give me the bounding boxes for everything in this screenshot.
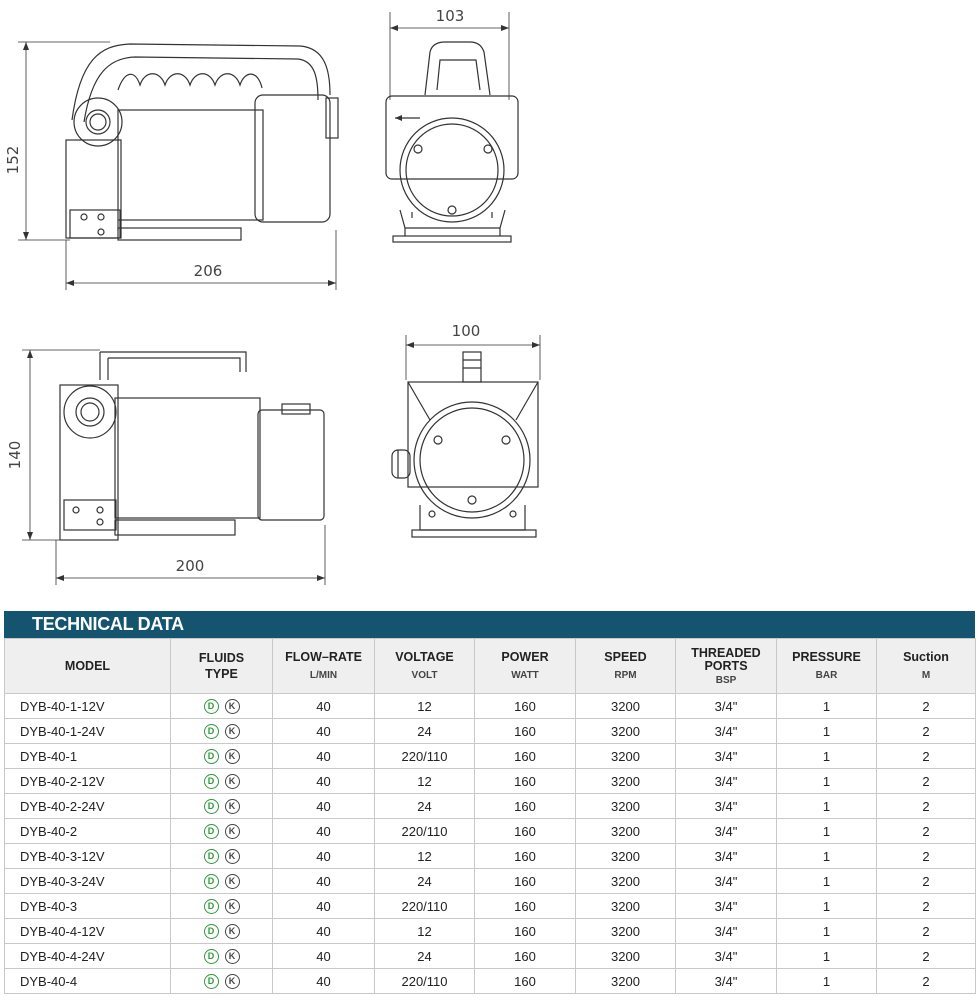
cell-power: 160	[475, 744, 576, 769]
cell-voltage: 220/110	[375, 744, 475, 769]
dim-103: 103	[435, 7, 465, 25]
cell-power: 160	[475, 719, 576, 744]
cell-flow-rate: 40	[273, 769, 375, 794]
column-header-unit: L/MIN	[309, 670, 338, 681]
column-header-label: SPEED	[604, 650, 647, 664]
cell-fluids-type	[171, 819, 273, 844]
cell-suction: 2	[877, 769, 976, 794]
cell-model: DYB-40-2-12V	[5, 769, 171, 794]
cell-flow-rate: 40	[273, 719, 375, 744]
cell-speed: 3200	[576, 794, 676, 819]
table-row	[5, 819, 976, 844]
column-header-label: FLUIDS TYPE	[198, 651, 245, 681]
technical-data-table	[4, 638, 976, 994]
kerosene-icon: K	[225, 724, 240, 739]
dim-100: 100	[451, 322, 481, 340]
column-header-unit: BSP	[715, 674, 737, 686]
cell-flow-rate: 40	[273, 844, 375, 869]
cell-model: DYB-40-2	[5, 819, 171, 844]
diesel-icon: D	[204, 974, 219, 989]
kerosene-icon: K	[225, 949, 240, 964]
cell-pressure: 1	[777, 919, 877, 944]
diesel-icon: D	[204, 849, 219, 864]
cell-voltage: 24	[375, 794, 475, 819]
cell-pressure: 1	[777, 819, 877, 844]
column-header-unit: WATT	[511, 670, 539, 681]
diesel-icon: D	[204, 699, 219, 714]
technical-data-banner	[4, 611, 975, 638]
column-header-label: POWER	[501, 650, 549, 664]
table-row	[5, 794, 976, 819]
dim-140: 140	[6, 440, 24, 470]
cell-model: DYB-40-3-24V	[5, 869, 171, 894]
cell-fluids-type	[171, 794, 273, 819]
cell-pressure: 1	[777, 744, 877, 769]
cell-fluids-type	[171, 694, 273, 719]
diesel-icon: D	[204, 749, 219, 764]
cell-model: DYB-40-3-12V	[5, 844, 171, 869]
cell-suction: 2	[877, 794, 976, 819]
kerosene-icon: K	[225, 799, 240, 814]
table-row	[5, 744, 976, 769]
table-row	[5, 869, 976, 894]
diesel-icon: D	[204, 874, 219, 889]
cell-suction: 2	[877, 969, 976, 994]
cell-threaded-ports: 3/4"	[676, 719, 777, 744]
cell-power: 160	[475, 819, 576, 844]
cell-power: 160	[475, 919, 576, 944]
cell-threaded-ports: 3/4"	[676, 869, 777, 894]
cell-speed: 3200	[576, 919, 676, 944]
diesel-icon: D	[204, 899, 219, 914]
column-header-label: FLOW–RATE	[285, 650, 362, 664]
cell-fluids-type	[171, 944, 273, 969]
column-header-unit: M	[921, 670, 931, 681]
column-header-label: THREADED PORTS	[691, 645, 761, 673]
kerosene-icon: K	[225, 899, 240, 914]
cell-flow-rate: 40	[273, 894, 375, 919]
drawing-side-view-top	[18, 42, 338, 290]
cell-model: DYB-40-4-24V	[5, 944, 171, 969]
cell-suction: 2	[877, 819, 976, 844]
kerosene-icon: K	[225, 774, 240, 789]
cell-threaded-ports: 3/4"	[676, 769, 777, 794]
cell-voltage: 220/110	[375, 894, 475, 919]
cell-flow-rate: 40	[273, 819, 375, 844]
column-header	[5, 639, 171, 694]
drawing-front-view-bottom	[392, 335, 540, 537]
cell-flow-rate: 40	[273, 694, 375, 719]
cell-speed: 3200	[576, 894, 676, 919]
column-header	[171, 639, 273, 694]
table-header-row	[5, 639, 976, 694]
column-header-unit: VOLT	[411, 670, 438, 681]
cell-power: 160	[475, 844, 576, 869]
kerosene-icon: K	[225, 849, 240, 864]
cell-fluids-type	[171, 919, 273, 944]
cell-threaded-ports: 3/4"	[676, 894, 777, 919]
cell-voltage: 220/110	[375, 969, 475, 994]
table-body	[5, 694, 976, 994]
cell-threaded-ports: 3/4"	[676, 794, 777, 819]
cell-speed: 3200	[576, 744, 676, 769]
cell-model: DYB-40-1	[5, 744, 171, 769]
column-header	[676, 639, 777, 694]
column-header	[877, 639, 976, 694]
column-header-label: VOLTAGE	[395, 650, 454, 664]
cell-threaded-ports: 3/4"	[676, 919, 777, 944]
cell-model: DYB-40-1-12V	[5, 694, 171, 719]
cell-speed: 3200	[576, 769, 676, 794]
diesel-icon: D	[204, 774, 219, 789]
cell-pressure: 1	[777, 944, 877, 969]
drawing-front-view-top	[386, 12, 518, 242]
cell-fluids-type	[171, 894, 273, 919]
cell-voltage: 12	[375, 769, 475, 794]
cell-power: 160	[475, 794, 576, 819]
cell-pressure: 1	[777, 894, 877, 919]
cell-flow-rate: 40	[273, 919, 375, 944]
cell-speed: 3200	[576, 969, 676, 994]
cell-pressure: 1	[777, 694, 877, 719]
column-header	[475, 639, 576, 694]
cell-flow-rate: 40	[273, 869, 375, 894]
cell-pressure: 1	[777, 869, 877, 894]
cell-power: 160	[475, 694, 576, 719]
diesel-icon: D	[204, 724, 219, 739]
cell-fluids-type	[171, 969, 273, 994]
table-row	[5, 944, 976, 969]
column-header-unit: BAR	[815, 670, 838, 681]
table-row	[5, 719, 976, 744]
cell-pressure: 1	[777, 844, 877, 869]
cell-model: DYB-40-3	[5, 894, 171, 919]
cell-suction: 2	[877, 694, 976, 719]
cell-flow-rate: 40	[273, 744, 375, 769]
cell-voltage: 220/110	[375, 819, 475, 844]
cell-power: 160	[475, 869, 576, 894]
dim-200: 200	[175, 557, 205, 575]
cell-threaded-ports: 3/4"	[676, 819, 777, 844]
column-header	[375, 639, 475, 694]
kerosene-icon: K	[225, 874, 240, 889]
kerosene-icon: K	[225, 924, 240, 939]
cell-voltage: 24	[375, 944, 475, 969]
cell-flow-rate: 40	[273, 944, 375, 969]
cell-threaded-ports: 3/4"	[676, 969, 777, 994]
column-header	[777, 639, 877, 694]
cell-threaded-ports: 3/4"	[676, 744, 777, 769]
cell-pressure: 1	[777, 719, 877, 744]
cell-pressure: 1	[777, 769, 877, 794]
cell-fluids-type	[171, 869, 273, 894]
diesel-icon: D	[204, 949, 219, 964]
cell-fluids-type	[171, 769, 273, 794]
cell-threaded-ports: 3/4"	[676, 844, 777, 869]
column-header-unit: RPM	[614, 670, 637, 681]
column-header-label: Suction	[903, 650, 949, 664]
kerosene-icon: K	[225, 699, 240, 714]
cell-speed: 3200	[576, 694, 676, 719]
cell-suction: 2	[877, 744, 976, 769]
cell-model: DYB-40-4-12V	[5, 919, 171, 944]
cell-fluids-type	[171, 744, 273, 769]
table-row	[5, 694, 976, 719]
kerosene-icon: K	[225, 749, 240, 764]
kerosene-icon: K	[225, 974, 240, 989]
cell-flow-rate: 40	[273, 969, 375, 994]
diesel-icon: D	[204, 924, 219, 939]
cell-flow-rate: 40	[273, 794, 375, 819]
cell-suction: 2	[877, 869, 976, 894]
column-header	[576, 639, 676, 694]
dim-152: 152	[4, 145, 22, 175]
cell-speed: 3200	[576, 719, 676, 744]
cell-model: DYB-40-2-24V	[5, 794, 171, 819]
cell-model: DYB-40-4	[5, 969, 171, 994]
cell-power: 160	[475, 969, 576, 994]
column-header-label: PRESSURE	[792, 650, 861, 664]
cell-suction: 2	[877, 719, 976, 744]
column-header-label: MODEL	[64, 658, 111, 673]
cell-fluids-type	[171, 844, 273, 869]
cell-suction: 2	[877, 944, 976, 969]
cell-suction: 2	[877, 919, 976, 944]
section-title: TECHNICAL DATA	[32, 614, 184, 634]
table-row	[5, 919, 976, 944]
dim-206: 206	[193, 262, 223, 280]
cell-speed: 3200	[576, 819, 676, 844]
table-row	[5, 769, 976, 794]
table-row	[5, 844, 976, 869]
cell-power: 160	[475, 944, 576, 969]
cell-model: DYB-40-1-24V	[5, 719, 171, 744]
drawing-side-view-bottom	[22, 350, 325, 585]
cell-voltage: 12	[375, 844, 475, 869]
column-header	[273, 639, 375, 694]
cell-speed: 3200	[576, 869, 676, 894]
cell-voltage: 12	[375, 694, 475, 719]
cell-voltage: 12	[375, 919, 475, 944]
cell-suction: 2	[877, 844, 976, 869]
table-row	[5, 894, 976, 919]
cell-pressure: 1	[777, 794, 877, 819]
cell-voltage: 24	[375, 719, 475, 744]
cell-threaded-ports: 3/4"	[676, 694, 777, 719]
cell-suction: 2	[877, 894, 976, 919]
cell-power: 160	[475, 769, 576, 794]
cell-speed: 3200	[576, 944, 676, 969]
table-row	[5, 969, 976, 994]
cell-speed: 3200	[576, 844, 676, 869]
cell-fluids-type	[171, 719, 273, 744]
kerosene-icon: K	[225, 824, 240, 839]
cell-voltage: 24	[375, 869, 475, 894]
diesel-icon: D	[204, 799, 219, 814]
cell-threaded-ports: 3/4"	[676, 944, 777, 969]
diesel-icon: D	[204, 824, 219, 839]
cell-pressure: 1	[777, 969, 877, 994]
cell-power: 160	[475, 894, 576, 919]
